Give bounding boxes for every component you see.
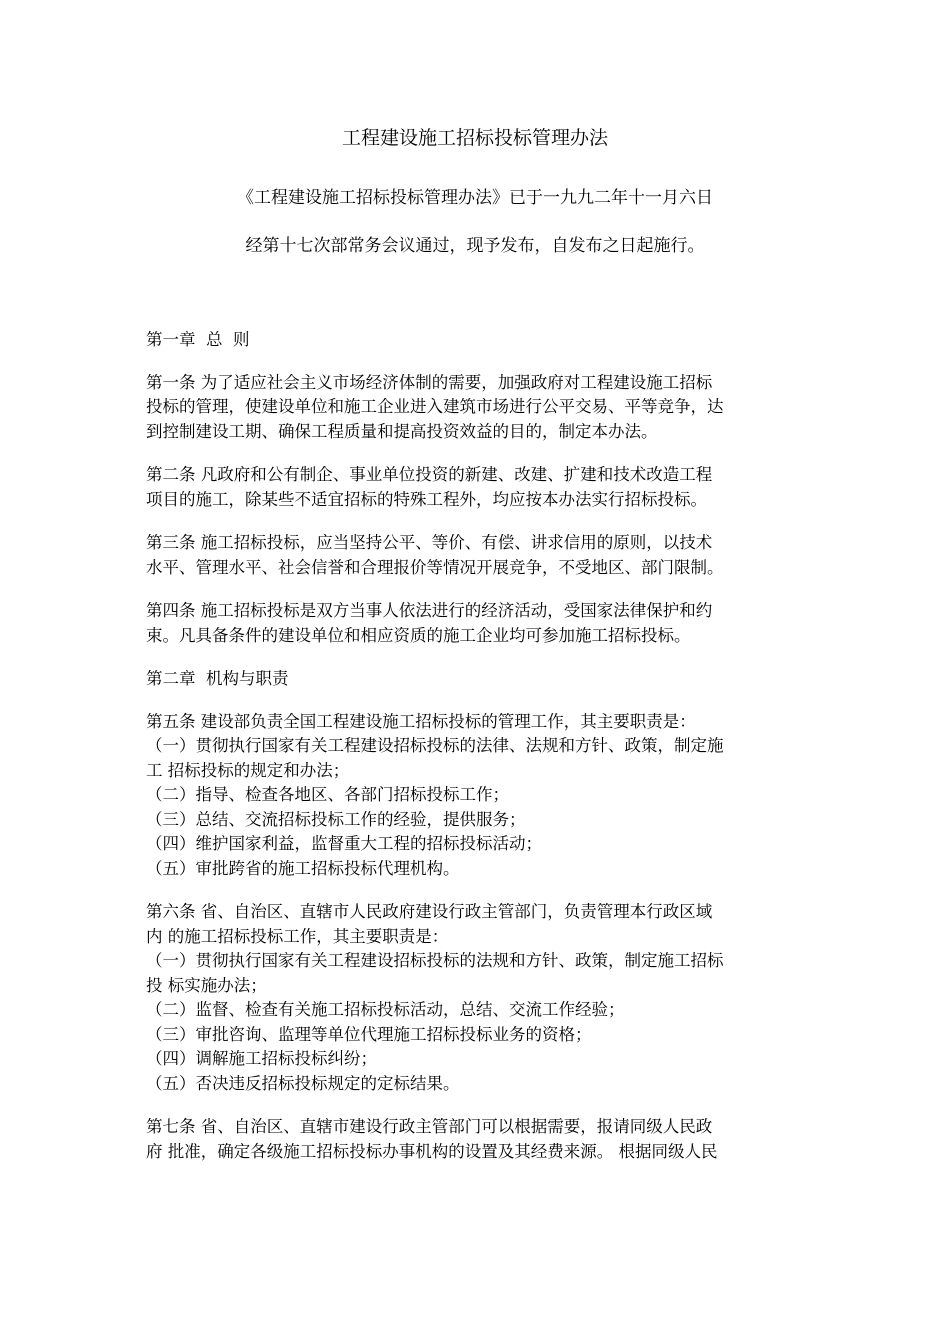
article-5 (146, 710, 810, 882)
article-2-line-2: 项目的施工，除某些不适宜招标的特殊工程外，均应按本办法实行招标投标。 (146, 489, 707, 509)
intro-line-1: 《工程建设施工招标投标管理办法》已于一九九二年十一月六日 (237, 188, 713, 208)
article-4 (146, 599, 810, 648)
article-5-line-1: 第五条 建设部负责全国工程建设施工招标投标的管理工作，其主要职责是： (146, 711, 696, 731)
article-2 (146, 463, 810, 512)
chapter-1-heading (146, 328, 810, 353)
article-6-line-1: 第六条 省、自治区、直辖市人民政府建设行政主管部门，负责管理本行政区域 (146, 902, 713, 921)
article-5-line-6: （四）维护国家利益，监督重大工程的招标投标活动； (146, 834, 542, 853)
article-3-line-1: 第三条 施工招标投标，应当坚持公平、等价、有偿、讲求信用的原则，以技术 (146, 533, 713, 552)
article-5-line-2: （一）贯彻执行国家有关工程建设招标投标的法律、法规和方针、政策，制定施 (146, 736, 724, 755)
chapter-1-title: 第一章 总 则 (146, 330, 250, 349)
document-title: 工程建设施工招标投标管理办法 (341, 127, 608, 149)
article-5-line-3: 工 招标投标的规定和办法； (146, 760, 350, 780)
intro-line-2: 经第十七次部常务会议通过，现予发布，自发布之日起施行。 (245, 236, 705, 256)
article-7-line-1: 第七条 省、自治区、直辖市建设行政主管部门可以根据需要，报请同级人民政 (146, 1117, 713, 1136)
article-5-line-5: （三）总结、交流招标投标工作的经验，提供服务； (146, 809, 526, 829)
article-6-line-5: （二）监督、检查有关施工招标投标活动，总结、交流工作经验； (146, 1000, 625, 1019)
article-1 (146, 371, 810, 445)
article-4-line-1: 第四条 施工招标投标是双方当事人依法进行的经济活动，受国家法律保护和约 (146, 601, 713, 620)
chapter-2-heading (146, 667, 810, 692)
article-4-line-2: 束。凡具备条件的建设单位和相应资质的施工企业均可参加施工招标投标。 (146, 625, 691, 645)
article-1-line-3: 到控制建设工期、确保工程质量和提高投资效益的目的，制定本办法。 (146, 421, 658, 441)
article-6-line-6: （三）审批咨询、监理等单位代理施工招标投标业务的资格； (146, 1024, 592, 1044)
article-6-line-8: （五）否决违反招标投标规定的定标结果。 (146, 1073, 460, 1093)
chapter-2-title: 第二章 机构与职责 (146, 669, 289, 688)
article-1-line-2: 投标的管理，使建设单位和施工企业进入建筑市场进行公平交易、平等竞争，达 (146, 397, 724, 416)
article-6 (146, 900, 810, 1096)
article-6-line-7: （四）调解施工招标投标纠纷； (146, 1049, 377, 1068)
article-6-line-4: 投 标实施办法； (146, 975, 267, 995)
article-5-line-4: （二）指导、检查各地区、各部门招标投标工作； (146, 785, 509, 804)
article-3 (146, 531, 810, 580)
article-1-line-1: 第一条 为了适应社会主义市场经济体制的需要，加强政府对工程建设施工招标 (146, 372, 713, 392)
article-2-line-1: 第二条 凡政府和公有制企、事业单位投资的新建、改建、扩建和技术改造工程 (146, 465, 713, 484)
article-6-line-3: （一）贯彻执行国家有关工程建设招标投标的法规和方针、政策，制定施工招标 (146, 951, 724, 970)
document-body (146, 328, 810, 1183)
article-7-line-2: 府 批准，确定各级施工招标投标办事机构的设置及其经费来源。 根据同级人民 (146, 1141, 718, 1161)
article-5-line-7: （五）审批跨省的施工招标投标代理机构。 (146, 858, 460, 878)
article-7 (146, 1115, 810, 1164)
article-3-line-2: 水平、管理水平、社会信誉和合理报价等情况开展竞争，不受地区、部门限制。 (146, 557, 724, 577)
article-6-line-2: 内 的施工招标投标工作，其主要职责是： (146, 926, 449, 946)
